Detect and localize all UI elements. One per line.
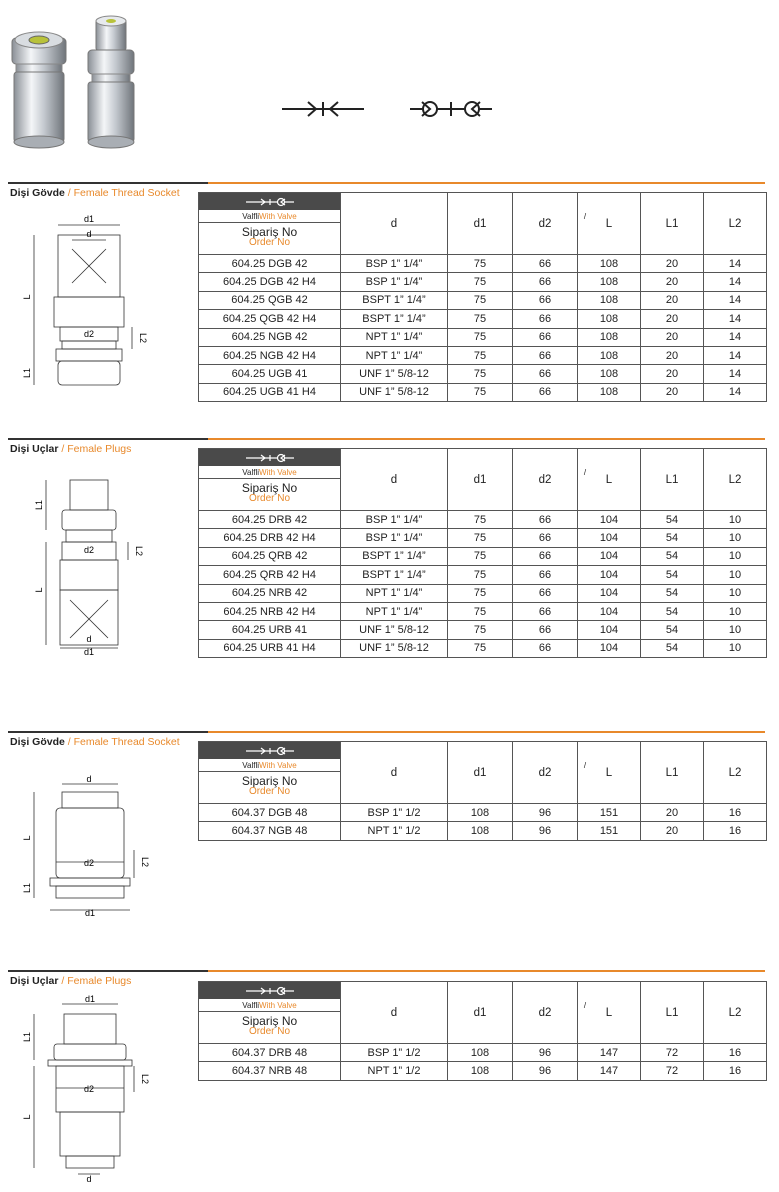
- value-cell: 20: [641, 291, 704, 309]
- value-cell: 66: [513, 328, 578, 346]
- section-divider: [8, 731, 765, 733]
- spec-table: [198, 741, 767, 841]
- section-title-en: / Female Plugs: [58, 443, 132, 455]
- column-header-L2: L2: [704, 982, 767, 1044]
- order-no-cell: 604.25 QGB 42 H4: [199, 310, 341, 328]
- value-cell: 104: [578, 566, 641, 584]
- value-cell: 14: [704, 273, 767, 291]
- table-row: [199, 621, 767, 639]
- order-no-cell: 604.25 URB 41 H4: [199, 639, 341, 657]
- value-cell: 54: [641, 602, 704, 620]
- value-cell: 104: [578, 529, 641, 547]
- value-cell: 54: [641, 621, 704, 639]
- value-cell: BSP 1” 1/4”: [341, 529, 448, 547]
- valved-coupling-symbol: [245, 453, 295, 463]
- table-row: [199, 602, 767, 620]
- order-no-cell: 604.25 NGB 42 H4: [199, 346, 341, 364]
- spec-table: [198, 192, 767, 402]
- value-cell: 20: [641, 255, 704, 273]
- value-cell: 54: [641, 511, 704, 529]
- value-cell: 104: [578, 584, 641, 602]
- value-cell: BSPT 1” 1/4”: [341, 566, 448, 584]
- value-cell: 75: [448, 383, 513, 401]
- column-header-d1: d1: [448, 982, 513, 1044]
- dimension-label-d1: d1: [84, 908, 96, 918]
- value-cell: 54: [641, 529, 704, 547]
- section-title-en: / Female Thread Socket: [64, 736, 180, 748]
- value-cell: 66: [513, 255, 578, 273]
- column-header-d2: d2: [513, 742, 578, 804]
- dimension-label-L2: L2: [140, 856, 150, 868]
- value-cell: 14: [704, 255, 767, 273]
- value-cell: 10: [704, 584, 767, 602]
- value-cell: 66: [513, 602, 578, 620]
- table-row: [199, 511, 767, 529]
- value-cell: 10: [704, 639, 767, 657]
- column-header-L2: L2: [704, 449, 767, 511]
- column-header-L1: L1: [641, 742, 704, 804]
- table-row: [199, 566, 767, 584]
- value-cell: 75: [448, 566, 513, 584]
- order-no-cell: 604.37 DGB 48: [199, 804, 341, 822]
- valve-symbol-bar: [199, 982, 340, 999]
- order-no-cell: 604.37 NGB 48: [199, 822, 341, 840]
- dimension-label-d2: d2: [83, 1084, 95, 1094]
- column-header-L1: L1: [641, 449, 704, 511]
- order-no-cell: 604.25 QGB 42: [199, 291, 341, 309]
- table-row: [199, 1062, 767, 1080]
- order-no-cell: 604.25 DGB 42 H4: [199, 273, 341, 291]
- column-header-d: d: [341, 449, 448, 511]
- column-header-L: L: [578, 982, 641, 1044]
- order-no-cell: 604.25 NRB 42 H4: [199, 602, 341, 620]
- value-cell: 75: [448, 639, 513, 657]
- dimension-label-d: d: [86, 1174, 92, 1184]
- valved-coupling-symbol: [410, 102, 492, 116]
- column-header-d: d: [341, 982, 448, 1044]
- value-cell: 96: [513, 1044, 578, 1062]
- table-row: [199, 291, 767, 309]
- value-cell: 96: [513, 804, 578, 822]
- table-row: [199, 328, 767, 346]
- section-title: [10, 187, 180, 199]
- value-cell: 75: [448, 255, 513, 273]
- value-cell: 20: [641, 822, 704, 840]
- value-cell: 108: [578, 273, 641, 291]
- dimension-label-L1: L1: [22, 367, 32, 379]
- value-cell: 14: [704, 365, 767, 383]
- column-header-L1: L1: [641, 982, 704, 1044]
- value-cell: 16: [704, 1062, 767, 1080]
- value-cell: 151: [578, 822, 641, 840]
- technical-drawing: [0, 992, 160, 1192]
- value-cell: NPT 1” 1/2: [341, 822, 448, 840]
- value-cell: 20: [641, 383, 704, 401]
- value-cell: BSP 1” 1/4”: [341, 273, 448, 291]
- valve-label: Valfli / With Valve: [199, 466, 340, 479]
- value-cell: 75: [448, 365, 513, 383]
- value-cell: 20: [641, 365, 704, 383]
- value-cell: 104: [578, 602, 641, 620]
- column-header-L: L: [578, 193, 641, 255]
- valved-coupling-symbol: [245, 197, 295, 207]
- value-cell: 75: [448, 529, 513, 547]
- dimension-label-L: L: [22, 835, 32, 841]
- section-title-tr: Dişi Uçlar: [10, 443, 59, 455]
- column-header-d1: d1: [448, 193, 513, 255]
- dimension-label-d2: d2: [83, 329, 95, 339]
- value-cell: 151: [578, 804, 641, 822]
- value-cell: 54: [641, 547, 704, 565]
- valve-label: Valfli / With Valve: [199, 999, 340, 1012]
- value-cell: 147: [578, 1044, 641, 1062]
- coupling-symbol: [282, 102, 364, 116]
- value-cell: BSPT 1” 1/4”: [341, 291, 448, 309]
- column-header-d: d: [341, 193, 448, 255]
- value-cell: 108: [448, 822, 513, 840]
- value-cell: NPT 1” 1/2: [341, 1062, 448, 1080]
- value-cell: 16: [704, 804, 767, 822]
- value-cell: 66: [513, 365, 578, 383]
- value-cell: 10: [704, 621, 767, 639]
- order-no-cell: 604.25 UGB 41 H4: [199, 383, 341, 401]
- dimension-label-L: L: [34, 587, 44, 593]
- technical-drawing: [0, 770, 160, 970]
- value-cell: 75: [448, 328, 513, 346]
- spec-table: [198, 981, 767, 1081]
- value-cell: 66: [513, 547, 578, 565]
- section-title-tr: Dişi Gövde: [10, 736, 65, 748]
- dimension-label-d2: d2: [83, 858, 95, 868]
- value-cell: 66: [513, 566, 578, 584]
- value-cell: 66: [513, 511, 578, 529]
- dimension-label-d1: d1: [83, 647, 95, 657]
- valve-symbol-bar: [199, 742, 340, 759]
- dimension-label-d: d: [86, 634, 92, 644]
- order-no-cell: 604.25 DRB 42 H4: [199, 529, 341, 547]
- table-row: [199, 346, 767, 364]
- technical-drawing: [0, 460, 160, 660]
- value-cell: 66: [513, 346, 578, 364]
- value-cell: 108: [448, 1062, 513, 1080]
- section-title: [10, 443, 131, 455]
- value-cell: 108: [448, 1044, 513, 1062]
- dimension-label-d: d: [86, 229, 92, 239]
- value-cell: 16: [704, 822, 767, 840]
- column-header-d2: d2: [513, 193, 578, 255]
- dimension-label-L2: L2: [134, 545, 144, 557]
- valve-label: Valfli / With Valve: [199, 759, 340, 772]
- value-cell: BSP 1” 1/2: [341, 804, 448, 822]
- section-divider: [8, 182, 765, 184]
- value-cell: 14: [704, 310, 767, 328]
- dimension-label-L1: L1: [22, 882, 32, 894]
- order-no-cell: 604.25 URB 41: [199, 621, 341, 639]
- value-cell: 104: [578, 621, 641, 639]
- value-cell: BSPT 1” 1/4”: [341, 547, 448, 565]
- order-no-cell: 604.25 DRB 42: [199, 511, 341, 529]
- table-row: [199, 547, 767, 565]
- value-cell: 66: [513, 273, 578, 291]
- valved-coupling-symbol: [245, 986, 295, 996]
- value-cell: 147: [578, 1062, 641, 1080]
- table-row: [199, 822, 767, 840]
- value-cell: 14: [704, 291, 767, 309]
- table-row: [199, 383, 767, 401]
- value-cell: 108: [578, 310, 641, 328]
- order-no-cell: 604.25 DGB 42: [199, 255, 341, 273]
- value-cell: 108: [448, 804, 513, 822]
- plug-photo: [88, 16, 134, 148]
- dimension-label-L2: L2: [140, 1073, 150, 1085]
- dimension-label-d2: d2: [83, 545, 95, 555]
- socket-photo: [12, 32, 66, 148]
- table-row: [199, 804, 767, 822]
- column-header-d2: d2: [513, 449, 578, 511]
- dimension-label-L2: L2: [138, 332, 148, 344]
- value-cell: 54: [641, 584, 704, 602]
- dimension-label-L1: L1: [34, 499, 44, 511]
- value-cell: NPT 1” 1/4”: [341, 328, 448, 346]
- value-cell: 66: [513, 383, 578, 401]
- value-cell: 66: [513, 584, 578, 602]
- table-row: [199, 584, 767, 602]
- value-cell: BSP 1” 1/2: [341, 1044, 448, 1062]
- table-row: [199, 310, 767, 328]
- column-header-d2: d2: [513, 982, 578, 1044]
- dimension-label-d1: d1: [84, 994, 96, 1004]
- product-photos: [8, 10, 148, 160]
- table-row: [199, 365, 767, 383]
- value-cell: 16: [704, 1044, 767, 1062]
- value-cell: NPT 1” 1/4”: [341, 346, 448, 364]
- valve-label: Valfli / With Valve: [199, 210, 340, 223]
- value-cell: 20: [641, 804, 704, 822]
- coupling-symbols: [280, 92, 500, 126]
- value-cell: 108: [578, 291, 641, 309]
- value-cell: 96: [513, 1062, 578, 1080]
- order-label: Sipariş No Order No: [241, 774, 298, 797]
- value-cell: 75: [448, 511, 513, 529]
- column-header-d: d: [341, 742, 448, 804]
- value-cell: 14: [704, 328, 767, 346]
- section-title-tr: Dişi Uçlar: [10, 975, 59, 987]
- value-cell: 54: [641, 639, 704, 657]
- value-cell: 20: [641, 310, 704, 328]
- dimension-label-L: L: [22, 1114, 32, 1120]
- value-cell: 104: [578, 639, 641, 657]
- value-cell: 14: [704, 383, 767, 401]
- column-header-L: L: [578, 449, 641, 511]
- dimension-label-L: L: [22, 294, 32, 300]
- order-label: Sipariş No Order No: [241, 225, 298, 248]
- table-row: [199, 255, 767, 273]
- table-row: [199, 1044, 767, 1062]
- value-cell: 10: [704, 529, 767, 547]
- order-no-cell: 604.37 DRB 48: [199, 1044, 341, 1062]
- value-cell: 20: [641, 328, 704, 346]
- column-header-L2: L2: [704, 193, 767, 255]
- valve-symbol-bar: [199, 193, 340, 210]
- section-divider: [8, 438, 765, 440]
- value-cell: 54: [641, 566, 704, 584]
- value-cell: 108: [578, 255, 641, 273]
- value-cell: 75: [448, 310, 513, 328]
- value-cell: NPT 1” 1/4”: [341, 584, 448, 602]
- column-header-L1: L1: [641, 193, 704, 255]
- value-cell: 108: [578, 346, 641, 364]
- value-cell: 108: [578, 365, 641, 383]
- value-cell: BSP 1” 1/4”: [341, 511, 448, 529]
- column-header-L2: L2: [704, 742, 767, 804]
- value-cell: 10: [704, 511, 767, 529]
- value-cell: 75: [448, 602, 513, 620]
- value-cell: 66: [513, 310, 578, 328]
- valve-symbol-bar: [199, 449, 340, 466]
- dimension-label-L1: L1: [22, 1031, 32, 1043]
- order-no-cell: 604.25 QRB 42: [199, 547, 341, 565]
- order-no-cell: 604.25 UGB 41: [199, 365, 341, 383]
- order-label: Sipariş No Order No: [241, 481, 298, 504]
- value-cell: 75: [448, 547, 513, 565]
- value-cell: 20: [641, 273, 704, 291]
- section-title-tr: Dişi Gövde: [10, 187, 65, 199]
- value-cell: NPT 1” 1/4”: [341, 602, 448, 620]
- value-cell: 10: [704, 566, 767, 584]
- value-cell: 75: [448, 291, 513, 309]
- value-cell: 75: [448, 584, 513, 602]
- order-label: Sipariş No Order No: [241, 1014, 298, 1037]
- value-cell: UNF 1” 5/8-12: [341, 639, 448, 657]
- value-cell: 10: [704, 602, 767, 620]
- value-cell: BSPT 1” 1/4”: [341, 310, 448, 328]
- section-title-en: / Female Plugs: [58, 975, 132, 987]
- value-cell: 66: [513, 529, 578, 547]
- value-cell: BSP 1” 1/4”: [341, 255, 448, 273]
- column-header-d1: d1: [448, 449, 513, 511]
- value-cell: 66: [513, 291, 578, 309]
- table-row: [199, 529, 767, 547]
- value-cell: 14: [704, 346, 767, 364]
- value-cell: 75: [448, 346, 513, 364]
- value-cell: 75: [448, 621, 513, 639]
- value-cell: 66: [513, 621, 578, 639]
- value-cell: 75: [448, 273, 513, 291]
- section-title-en: / Female Thread Socket: [64, 187, 180, 199]
- column-header-L: L: [578, 742, 641, 804]
- value-cell: 96: [513, 822, 578, 840]
- value-cell: 104: [578, 547, 641, 565]
- dimension-label-d: d: [86, 774, 92, 784]
- value-cell: 104: [578, 511, 641, 529]
- section-title: [10, 736, 180, 748]
- value-cell: 20: [641, 346, 704, 364]
- value-cell: 72: [641, 1062, 704, 1080]
- value-cell: 10: [704, 547, 767, 565]
- value-cell: UNF 1” 5/8-12: [341, 621, 448, 639]
- order-no-cell: 604.25 QRB 42 H4: [199, 566, 341, 584]
- valved-coupling-symbol: [245, 746, 295, 756]
- order-no-cell: 604.25 NGB 42: [199, 328, 341, 346]
- table-row: [199, 639, 767, 657]
- spec-table: [198, 448, 767, 658]
- value-cell: 108: [578, 383, 641, 401]
- section-divider: [8, 970, 765, 972]
- value-cell: 108: [578, 328, 641, 346]
- column-header-d1: d1: [448, 742, 513, 804]
- section-title: [10, 975, 131, 987]
- dimension-label-d1: d1: [83, 214, 95, 224]
- order-no-cell: 604.25 NRB 42: [199, 584, 341, 602]
- order-no-cell: 604.37 NRB 48: [199, 1062, 341, 1080]
- value-cell: UNF 1” 5/8-12: [341, 365, 448, 383]
- value-cell: 66: [513, 639, 578, 657]
- table-row: [199, 273, 767, 291]
- value-cell: UNF 1” 5/8-12: [341, 383, 448, 401]
- value-cell: 72: [641, 1044, 704, 1062]
- technical-drawing: [0, 205, 160, 405]
